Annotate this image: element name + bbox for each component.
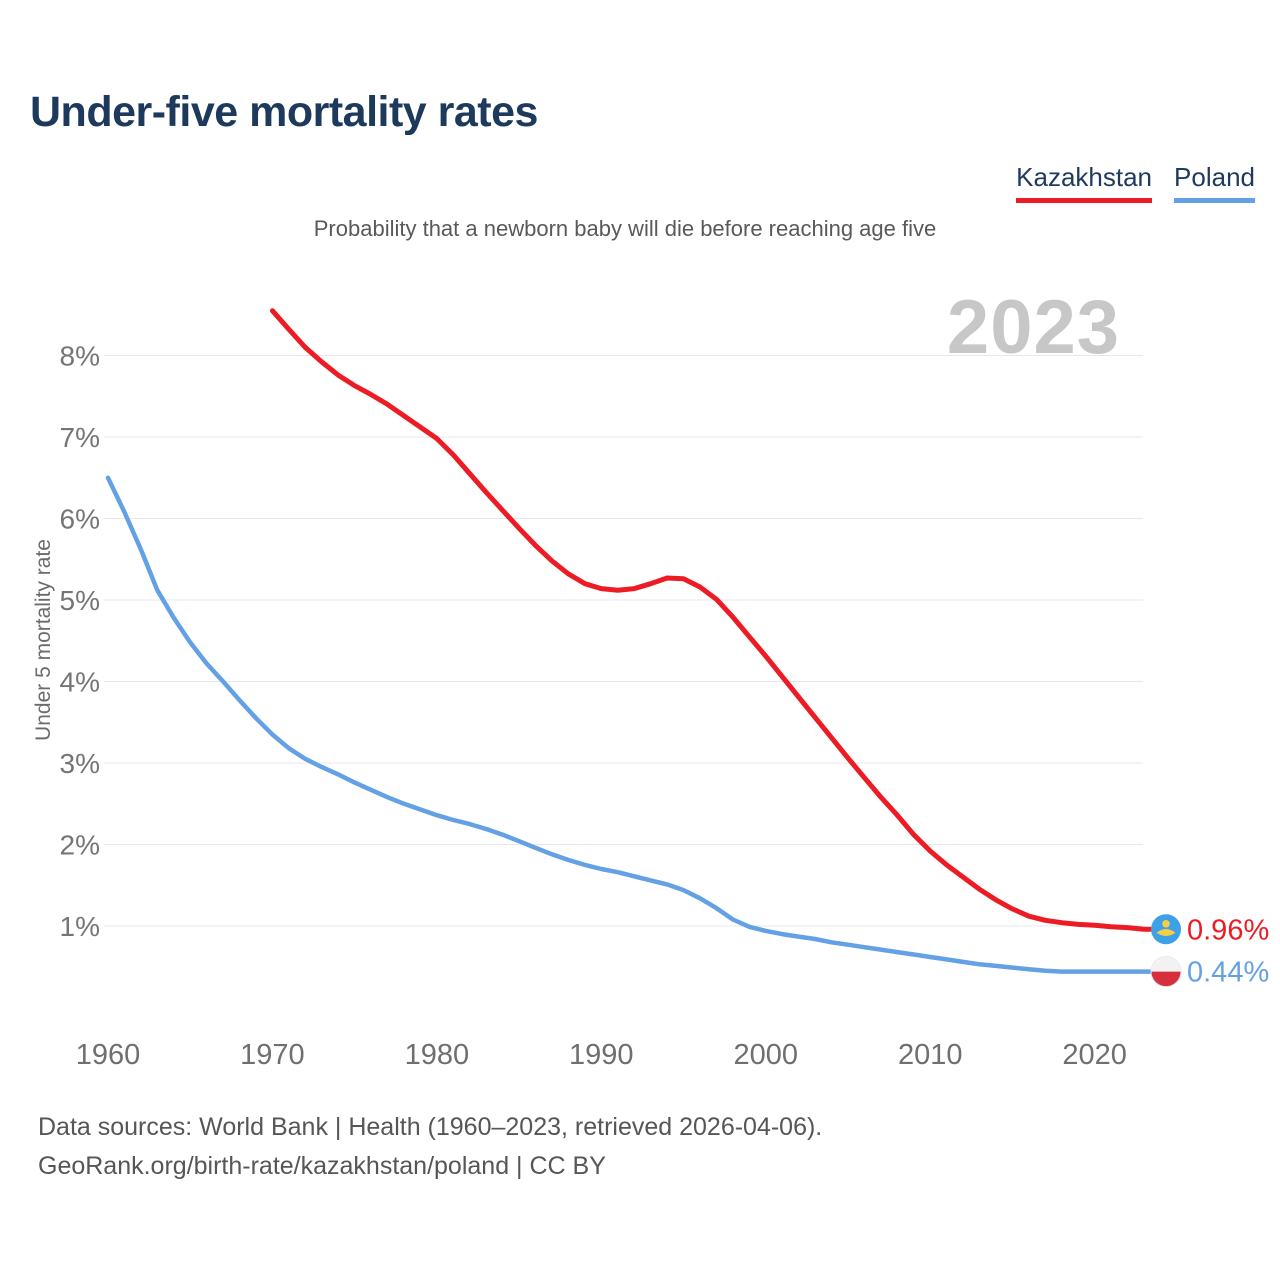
legend-item-poland[interactable]: Poland [1174,163,1255,203]
x-tick-label: 1970 [240,1039,305,1071]
y-tick-label: 8% [59,340,100,372]
end-value-poland: 0.44% [1187,956,1270,989]
y-tick-label: 3% [59,748,100,779]
y-tick-label: 5% [59,585,100,616]
page-title: Under-five mortality rates [30,88,538,136]
y-tick-label: 2% [59,829,100,861]
y-tick-label: 7% [59,422,100,453]
x-tick-label: 2000 [733,1039,799,1071]
y-tick-label: 1% [59,911,100,942]
footer-attribution: GeoRank.org/birth-rate/kazakhstan/poland | CC BY [38,1152,606,1180]
footer [38,1108,822,1186]
end-value-kazakhstan: 0.96% [1187,914,1270,947]
kazakhstan-flag-icon [1151,914,1181,944]
year-watermark: 2023 [946,285,1120,370]
x-tick-label: 2010 [897,1039,963,1071]
x-tick-label: 1980 [404,1039,470,1071]
series-line-kazakhstan [272,311,1150,930]
y-tick-label: 4% [59,666,100,698]
legend-item-kazakhstan[interactable]: Kazakhstan [1016,163,1152,203]
chart-subtitle: Probability that a newborn baby will die before reaching age five [313,216,937,241]
footer-data-sources: Data sources: World Bank | Health (1960–2023, retrieved 2026-04-06). [38,1113,823,1141]
x-tick-label: 1960 [75,1039,141,1071]
poland-flag-icon [1151,957,1181,987]
y-axis-title: Under 5 mortality rate [32,539,55,741]
x-tick-label: 1990 [569,1039,634,1071]
y-tick-label: 6% [59,503,100,535]
x-tick-label: 2020 [1062,1039,1127,1071]
